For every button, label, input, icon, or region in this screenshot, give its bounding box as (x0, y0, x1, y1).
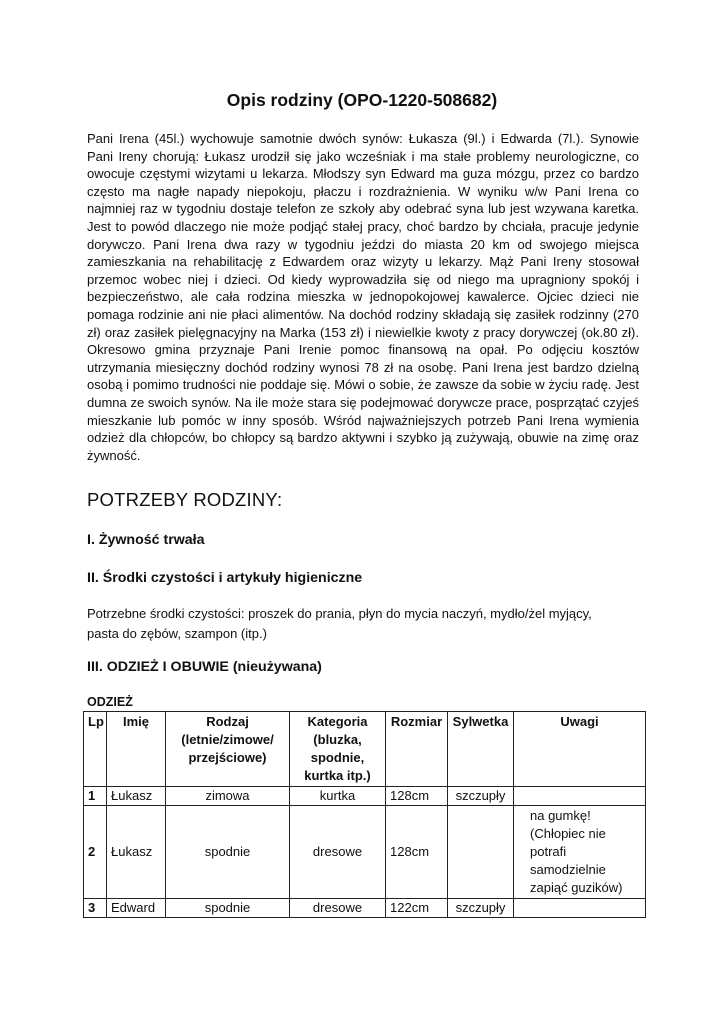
header-category: Kategoria (bluzka, spodnie, kurtka itp.) (290, 712, 386, 787)
clothing-table-label: ODZIEŻ (87, 695, 133, 709)
cell-name: Edward (107, 899, 166, 918)
cell-size: 128cm (386, 806, 448, 899)
table-row (84, 787, 646, 806)
cell-type: spodnie (166, 899, 290, 918)
cell-notes (514, 787, 646, 806)
section-clothing-heading: III. ODZIEŻ I OBUWIE (nieużywana) (87, 659, 322, 675)
cell-silhouette (448, 806, 514, 899)
table-header-row (84, 712, 646, 787)
header-name: Imię (107, 712, 166, 787)
cell-name: Łukasz (107, 787, 166, 806)
header-notes: Uwagi (514, 712, 646, 787)
cell-silhouette: szczupły (448, 787, 514, 806)
header-lp: Lp (84, 712, 107, 787)
table-row (84, 806, 646, 899)
header-type: Rodzaj (letnie/zimowe/ przejściowe) (166, 712, 290, 787)
cell-category: dresowe (290, 806, 386, 899)
section-hygiene-heading: II. Środki czystości i artykuły higieniczne (87, 570, 363, 586)
cell-lp: 1 (84, 787, 107, 806)
cell-category: kurtka (290, 787, 386, 806)
hygiene-items-text: Potrzebne środki czystości: proszek do prania, płyn do mycia naczyń, mydło/żel myjący, pasta do zębów, szampon (itp.) (87, 606, 592, 641)
cell-name: Łukasz (107, 806, 166, 899)
cell-silhouette: szczupły (448, 899, 514, 918)
family-description: Pani Irena (45l.) wychowuje samotnie dwóch synów: Łukasza (9l.) i Edwarda (7l.). Synowie Pani Ireny chorują: Łukasz urodził się jako wcześniak i ma stałe problemy neurologiczne, co owocuje częstymi wizytami u lekarza. Młodszy syn Edward ma guza mózgu, przez co bardzo często ma nagłe napady niepokoju, płaczu i rozdrażnienia. W wyniku w/w Pani Irena co najmniej raz w tygodniu dostaje telefon ze szkoły aby odebrać syna lub jest wzywana karetka. Jest to powód dlaczego nie może podjąć stałej pracy, choć bardzo by chciała, pracuje jedynie dorywczo. Pani Irena dwa razy w tygodniu jeździ do miasta 20 km od swojego miejsca zamieszkania na rehabilitację z Edwardem oraz wizyty u lekarzy. Mąż Pani Ireny stosował przemoc wobec niej i dzieci. Od kiedy wyprowadziła się od niego ma upragniony spokój i bezpieczeństwo, ale cała rodzina mieszka w jednopokojowej kawalerce. Ojciec dzieci nie pomaga rodzinie ani nie płaci alimentów. Na dochód rodziny składają się zasiłek rodzinny (270 zł) oraz zasiłek pielęgnacyjny na Marka (153 zł) i niewielkie kwoty z pracy dorywczej (ok.80 zł). Okresowo gmina przyznaje Pani Irenie pomoc finansową na opał. Po odjęciu kosztów utrzymania miesięczny dochód rodziny wynosi 78 zł na osobę. Pani Irena jest bardzo dzielną osobą i pomimo trudności nie poddaje się. Mówi o sobie, że zawsze da sobie w życiu radę. Jest dumna ze swoich synów. Na ile może stara się podejmować dorywcze prace, posprzątać czyjeś mieszkanie lub pomóc w inny sposób. Wśród najważniejszych potrzeb Pani Irena wymienia odzież dla chłopców, bo chłopcy są bardzo aktywni i szybko ją zużywają, obuwie na zimę oraz żywność. (87, 131, 639, 463)
needs-heading: POTRZEBY RODZINY: (87, 489, 283, 510)
cell-size: 128cm (386, 787, 448, 806)
cell-category: dresowe (290, 899, 386, 918)
table-row (84, 899, 646, 918)
notes-text: na gumkę! (Chłopiec nie potrafi samodzielnie zapiąć guzików) (530, 808, 623, 895)
cell-size: 122cm (386, 899, 448, 918)
cell-type: spodnie (166, 806, 290, 899)
cell-lp: 3 (84, 899, 107, 918)
cell-lp: 2 (84, 806, 107, 899)
header-silhouette: Sylwetka (448, 712, 514, 787)
header-size: Rozmiar (386, 712, 448, 787)
cell-notes (514, 899, 646, 918)
cell-notes (514, 806, 646, 899)
section-food-heading: I. Żywność trwała (87, 532, 205, 548)
document-title: Opis rodziny (OPO-1220-508682) (226, 90, 498, 110)
clothing-table (83, 711, 646, 918)
cell-type: zimowa (166, 787, 290, 806)
